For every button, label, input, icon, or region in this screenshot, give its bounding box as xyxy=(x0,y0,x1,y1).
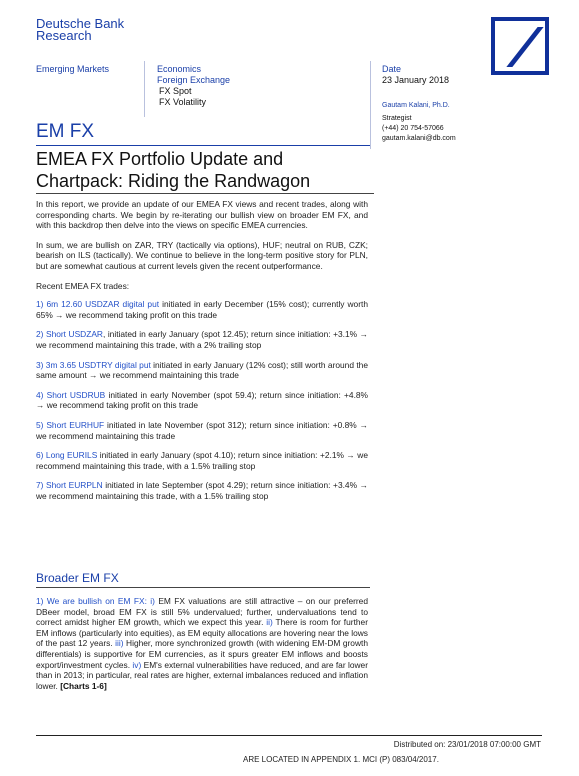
broader-em-fx-heading: Broader EM FX xyxy=(36,571,119,585)
section-tag: EM FX xyxy=(36,121,95,142)
author-role: Strategist xyxy=(382,115,412,122)
point-link-ii[interactable]: ii) xyxy=(266,617,273,628)
section-link[interactable]: 1) We are bullish on EM FX: xyxy=(36,596,147,606)
broader-em-fx-body xyxy=(36,596,368,691)
trade-link[interactable]: 4) Short USDRUB xyxy=(36,389,106,400)
trade-link[interactable]: 5) Short EURHUF xyxy=(36,419,105,430)
trade-link[interactable]: 1) 6m 12.60 USDZAR digital put xyxy=(36,299,160,310)
author-phone: (+44) 20 754-57066 xyxy=(382,125,444,132)
subcategory-fx-volatility: FX Volatility xyxy=(159,97,207,107)
title-underline xyxy=(36,193,374,194)
trade-item: 3) 3m 3.65 USDTRY digital put initiated in early January (12% cost); still worth around the same amount → we recommend maintaining this trade xyxy=(36,359,368,381)
trades-heading: Recent EMEA FX trades: xyxy=(36,280,130,291)
broader-paragraph: 1) We are bullish on EM FX: i) EM FX valuations are still attractive – on our preferred DBeer model, broad EM FX is still 5% undervalued; further, undervaluations tend to correct amidst higher EM growth, which we expect this year. ii) There is room for further EM inflows (particularly into equities), as EM equity allocations are hovering near the lows of the past 12 years. iii) Higher, more synchronized growth (with widening EM-DM growth differentials) is supportive for EM currencies, as it spurs greater EM inflows and boosts export/investment cycles. iv) EM's external vulnerabilities have reduced, and are far lower than in 2013; in particular, real rates are higher, external imbalances reduced and inflation lower. [Charts 1-6] xyxy=(36,596,368,691)
point-link-iii[interactable]: iii) xyxy=(115,638,124,649)
author-email: gautam.kalani@db.com xyxy=(382,135,456,142)
trade-item: 7) Short EURPLN initiated in late September (spot 4.29); return since initiation: +3.4% → we recommend maintaining this trade, with a 1.5% trailing stop xyxy=(36,480,369,501)
division-label: Emerging Markets xyxy=(36,64,110,74)
charts-reference: [Charts 1-6] xyxy=(60,680,107,691)
trade-link[interactable]: 2) Short USDZAR xyxy=(36,329,103,340)
distribution-timestamp: Distributed on: 23/01/2018 07:00:00 GMT xyxy=(393,740,541,749)
author-name: Gautam Kalani, Ph.D. xyxy=(382,102,450,109)
trade-link[interactable]: 3) 3m 3.65 USDTRY digital put xyxy=(36,359,151,370)
trade-item: 6) Long EURILS initiated in early January (spot 4.10); return since initiation: +2.1% → we recommend maintaining this trade, with a 1.5% trailing stop xyxy=(36,450,368,471)
footer-rule xyxy=(36,735,542,736)
intro-paragraph-2: In sum, we are bullish on ZAR, TRY (tactically via options), HUF; neutral on RUB, CZK; bearish on ILS (tactically). We continue to believe in the long-term positive story for PLN, but are somewhat cautious at current levels given the recent outperformance. xyxy=(36,239,368,271)
trade-link[interactable]: 7) Short EURPLN xyxy=(36,480,103,491)
intro-section xyxy=(36,199,368,501)
report-date: 23 January 2018 xyxy=(382,75,450,85)
column-divider-right xyxy=(370,61,371,149)
column-divider xyxy=(144,61,145,117)
trade-item: 4) Short USDRUB initiated in early November (spot 59.4); return since initiation: +4.8% → we recommend taking profit on this trade xyxy=(36,389,369,411)
trade-link[interactable]: 6) Long EURILS xyxy=(36,450,98,461)
trade-item: 1) 6m 12.60 USDZAR digital put initiated in early December (15% cost); currently worth 65% → we recommend taking profit on this trade xyxy=(36,299,368,320)
title-rule xyxy=(36,145,370,146)
section-underline xyxy=(36,587,370,588)
brand-name: Deutsche Bank xyxy=(36,16,125,31)
trade-item: 5) Short EURHUF initiated in late November (spot 312); return since initiation: +0.8% → we recommend maintaining this trade xyxy=(36,419,368,441)
trade-item: 2) Short USDZAR, initiated in early January (spot 12.45); return since initiation: +3.1% → we recommend maintaining this trade, with a 2% trailing stop xyxy=(36,329,368,350)
category-foreign-exchange: Foreign Exchange xyxy=(157,75,231,85)
subcategory-fx-spot: FX Spot xyxy=(159,86,192,96)
disclosure-note: ARE LOCATED IN APPENDIX 1. MCI (P) 083/04/2017. xyxy=(243,755,439,764)
page-title-line2: Chartpack: Riding the Randwagon xyxy=(36,171,311,191)
deutsche-bank-logo xyxy=(491,17,549,75)
intro-paragraph-1: In this report, we provide an update of our EMEA FX views and recent trades, along with corresponding charts. We begin by re-iterating our bullish view on broader EM FX, and with this backdrop then delve into the views on specific EMEA currencies. xyxy=(36,199,368,231)
page-title-line1: EMEA FX Portfolio Update and xyxy=(36,149,284,169)
point-link-i[interactable]: i) xyxy=(150,596,155,606)
brand-subtitle: Research xyxy=(36,28,92,43)
date-label: Date xyxy=(382,64,402,74)
category-economics: Economics xyxy=(157,64,202,74)
point-link-iv[interactable]: iv) xyxy=(132,659,142,670)
